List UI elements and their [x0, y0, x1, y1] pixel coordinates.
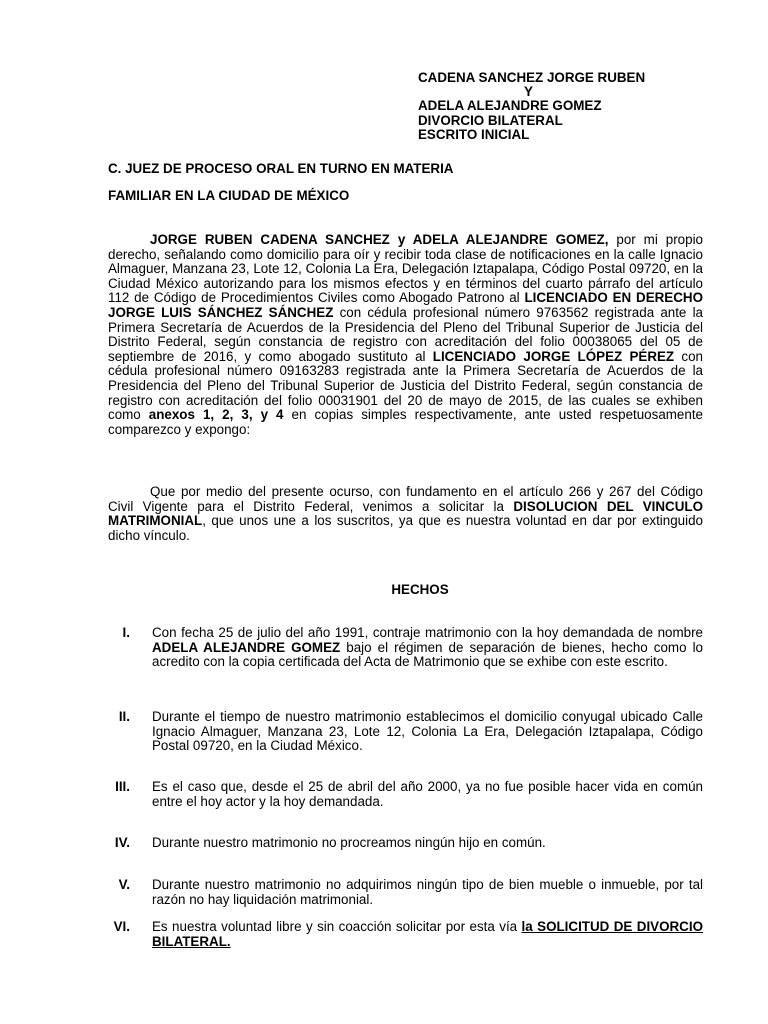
fact-text: [152, 920, 703, 949]
addressee-line-2: FAMILIAR EN LA CIUDAD DE MÉXICO: [108, 188, 350, 203]
fact-text: Durante nuestro matrimonio no procreamos ningún hijo en común.: [152, 835, 546, 850]
fact-text: Es el caso que, desde el 25 de abril del año 2000, ya no fue posible hacer vida en común entre el hoy actor y la hoy demandada.: [152, 779, 703, 809]
caption-conjunction: Y: [524, 84, 533, 100]
addressee-block: [108, 162, 708, 216]
purpose-paragraph: [108, 485, 703, 543]
caption-party-2: ADELA ALEJANDRE GOMEZ: [418, 98, 602, 114]
purpose-text-2: , que unos une a los suscritos, ya que es nuestra voluntad en dar por extinguido dicho vínculo.: [108, 513, 703, 543]
fact-number: III.: [115, 779, 130, 794]
fact-number: IV.: [114, 835, 130, 850]
divorce-request-underlined: la SOLICITUD DE DIVORCIO BILATERAL.: [152, 919, 703, 949]
section-heading-hechos: HECHOS: [391, 582, 449, 597]
fact-number: II.: [118, 709, 130, 724]
fact-number: VI.: [113, 919, 130, 934]
case-caption: [418, 71, 718, 142]
fact-text: Durante el tiempo de nuestro matrimonio establecimos el domicilio conyugal ubicado Calle Ignacio Almaguer, Manzana 23, Lote 12, Colonia La Era, Delegación Iztapalapa, Código Postal 09720, en la Ciudad México.: [152, 709, 703, 754]
lawyer-2-name: LICENCIADO JORGE LÓPEZ PÉREZ: [432, 348, 675, 364]
fact-text-part: Con fecha 25 de julio del año 1991, contraje matrimonio con la hoy demandada de nombre: [152, 625, 703, 640]
intro-text-3: con cédula profesional número 09163283 registrada ante la Primera Secretaría de Acuerdos de la Presidencia del Pleno del Tribunal Superior de Justicia del Distrito Federal, según constancia de registro con acreditación del folio 00031901 del 20 de mayo de 2015, de las cuales se exhiben como: [108, 348, 703, 423]
fact-number: V.: [118, 877, 130, 892]
caption-document-type: ESCRITO INICIAL: [418, 126, 530, 142]
intro-text-2: con cédula profesional número 9763562 registrada ante la Primera Secretaría de Acuerdos de la Presidencia del Pleno del Tribunal Superior de Justicia del Distrito Federal, según constancia de registro con acreditación del folio 00038065 del 05 de septiembre de 2016, y como abogado sustituto al: [108, 304, 703, 364]
annexes-reference: anexos 1, 2, 3, y 4: [148, 407, 284, 423]
fact-text: Durante nuestro matrimonio no adquirimos ningún tipo de bien mueble o inmueble, por tal razón no hay liquidación matrimonial.: [152, 877, 703, 907]
fact-text-part: bajo el régimen de separación de bienes, hecho como lo acredito con la copia certificada del Acta de Matrimonio que se exhibe con este escrito.: [152, 639, 703, 670]
caption-case-type: DIVORCIO BILATERAL: [418, 112, 563, 128]
respondent-name: ADELA ALEJANDRE GOMEZ: [152, 639, 341, 655]
petitioner-names: JORGE RUBEN CADENA SANCHEZ y ADELA ALEJANDRE GOMEZ,: [150, 232, 609, 247]
fact-number: I.: [122, 625, 130, 640]
purpose-request: DISOLUCION DEL VINCULO MATRIMONIAL: [108, 498, 703, 529]
intro-paragraph: [108, 233, 703, 437]
fact-text: [152, 626, 703, 670]
fact-text-part: Es nuestra voluntad libre y sin coacción solicitar por esta vía: [152, 919, 522, 934]
caption-party-1: CADENA SANCHEZ JORGE RUBEN: [418, 70, 646, 85]
purpose-text-1: Que por medio del presente ocurso, con fundamento en el artículo 266 y 267 del Código Civil Vigente para el Distrito Federal, venimos a solicitar la: [108, 484, 703, 514]
addressee-line-1: C. JUEZ DE PROCESO ORAL EN TURNO EN MATERIA: [108, 161, 454, 176]
intro-text-4: en copias simples respectivamente, ante usted respetuosamente comparezco y expongo:: [108, 407, 703, 437]
lawyer-1-name: LICENCIADO EN DERECHO JORGE LUIS SÁNCHEZ SÁNCHEZ: [108, 290, 703, 320]
intro-text-1: por mi propio derecho, señalando como domicilio para oír y recibir toda clase de notificaciones en la calle Ignacio Almaguer, Manzana 23, Lote 12, Colonia La Era, Delegación Iztapalapa, Código Postal 09720, en la Ciudad México autorizando para los mismos efectos y en términos del cuarto párrafo del artículo 112 de Código de Procedimientos Civiles como Abogado Patrono al: [108, 232, 703, 306]
